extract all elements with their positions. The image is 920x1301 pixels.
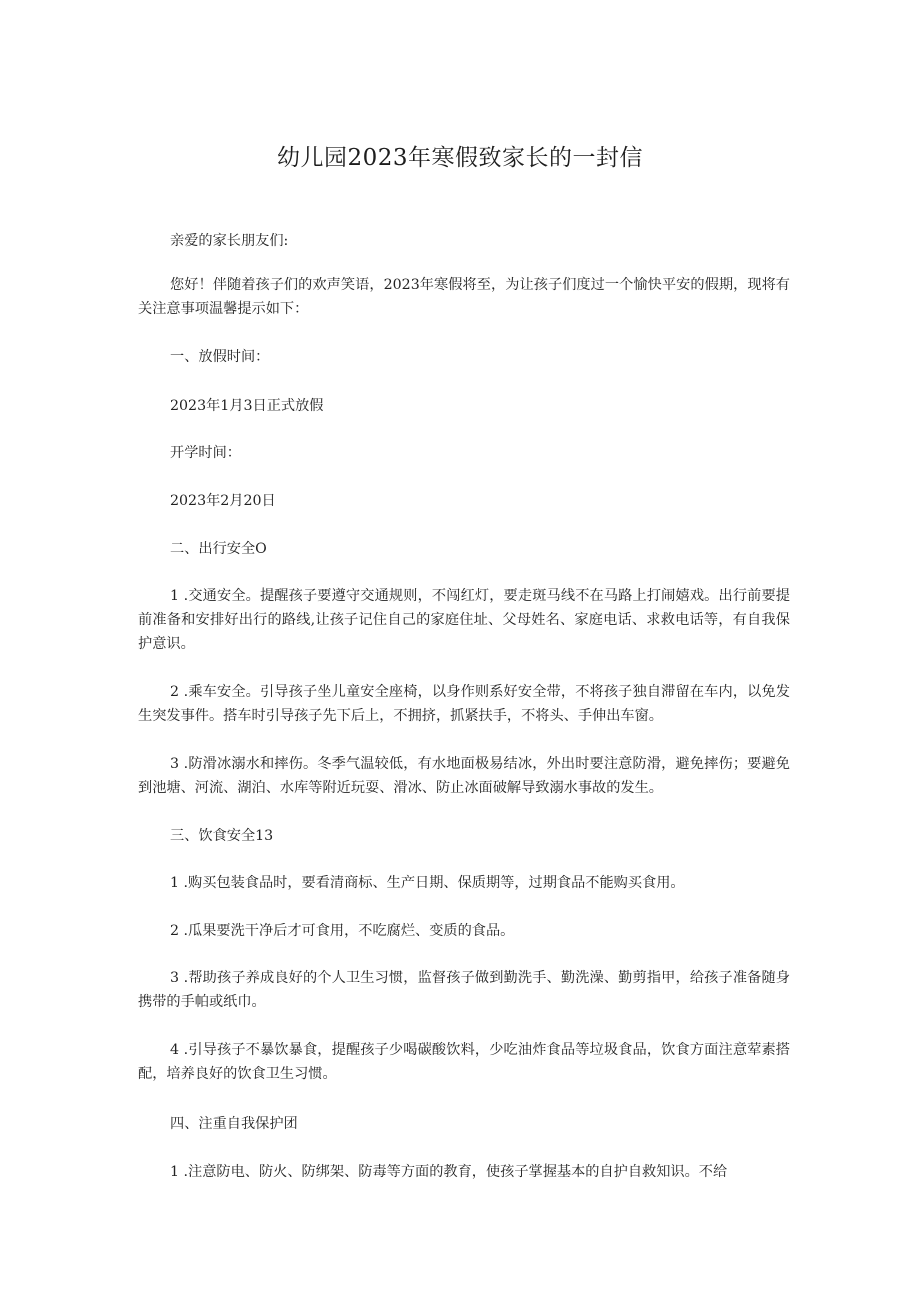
section-heading-travel: 二、出行安全O xyxy=(170,541,267,557)
list-item: 4 .引导孩子不暴饮暴食，提醒孩子少喝碳酸饮料，少吃油炸食品等垃圾食品，饮食方面注意荤素搭配，培养良好的饮食卫生习惯。 xyxy=(138,1042,790,1082)
section-heading-holiday: 一、放假时间： xyxy=(170,349,270,365)
list-item: 2 .瓜果要洗干净后才可食用，不吃腐烂、变质的食品。 xyxy=(170,923,515,939)
section-heading-food: 三、饮食安全13 xyxy=(170,828,274,844)
holiday-start-date: 2023年1月3日正式放假 xyxy=(170,398,324,414)
section-heading-protection: 四、注重自我保护团 xyxy=(170,1116,298,1132)
list-item: 1 .交通安全。提醒孩子要遵守交通规则，不闯红灯，要走斑马线不在马路上打闹嬉戏。出行前要提前准备和安排好出行的路线,让孩子记住自己的家庭住址、父母姓名、家庭电话、求救电话等，有自我保护意识。 xyxy=(138,588,790,652)
list-item: 2 .乘车安全。引导孩子坐儿童安全座椅，以身作则系好安全带，不将孩子独自滞留在车内，以免发生突发事件。搭车时引导孩子先下后上，不拥挤，抓紧扶手，不将头、手伸出车窗。 xyxy=(138,684,790,724)
school-start-date: 2023年2月20日 xyxy=(170,493,276,509)
greeting: 亲爱的家长朋友们: xyxy=(170,233,289,249)
intro-paragraph: 您好！伴随着孩子们的欢声笑语，2023年寒假将至，为让孩子们度过一个愉快平安的假期，现将有关注意事项温馨提示如下： xyxy=(138,277,790,317)
list-item: 1 .注意防电、防火、防绑架、防毒等方面的教育，使孩子掌握基本的自护自救知识。不给 xyxy=(170,1164,728,1180)
list-item: 3 .帮助孩子养成良好的个人卫生习惯，监督孩子做到勤洗手、勤洗澡、勤剪指甲，给孩子准备随身携带的手帕或纸巾。 xyxy=(138,970,790,1010)
list-item: 3 .防滑冰溺水和摔伤。冬季气温较低，有水地面极易结冰，外出时要注意防滑，避免摔伤；要避免到池塘、河流、湖泊、水库等附近玩耍、滑冰、防止冰面破解导致溺水事故的发生。 xyxy=(138,756,790,796)
school-start-label: 开学时间： xyxy=(170,445,241,461)
document-title: 幼儿园2023年寒假致家长的一封信 xyxy=(276,145,644,171)
list-item: 1 .购买包装食品时，要看清商标、生产日期、保质期等，过期食品不能购买食用。 xyxy=(170,875,685,891)
